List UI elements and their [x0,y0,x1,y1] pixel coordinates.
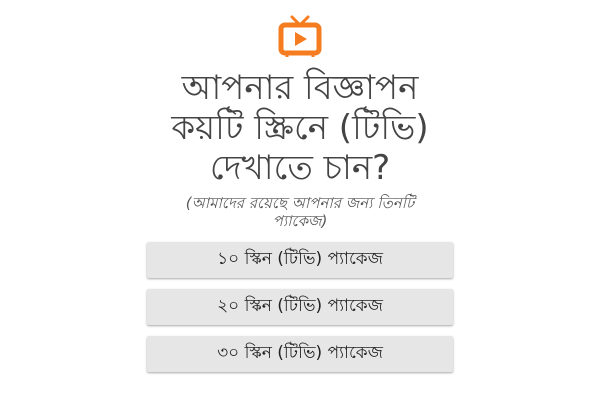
title-line-2: কয়টি স্ক্রিনে (টিভি) [171,108,429,148]
subtitle-line-1: (আমাদের রয়েছে আপনার জন্য তিনটি [185,194,415,212]
package-30-button[interactable]: ৩০ স্কিন (টিভি) প্যাকেজ [147,336,453,372]
package-10-button[interactable]: ১০ স্কিন (টিভি) প্যাকেজ [147,242,453,278]
tv-play-icon [252,14,348,62]
title-line-1: আপনার বিজ্ঞাপন [181,68,419,108]
package-list [147,242,453,383]
package-20-button[interactable]: ২০ স্কিন (টিভি) প্যাকেজ [147,289,453,325]
subtitle-line-2: প্যাকেজ) [272,212,328,230]
page-title [60,68,540,188]
title-line-3: দেখাতে চান? [209,148,391,188]
subtitle [90,194,510,230]
